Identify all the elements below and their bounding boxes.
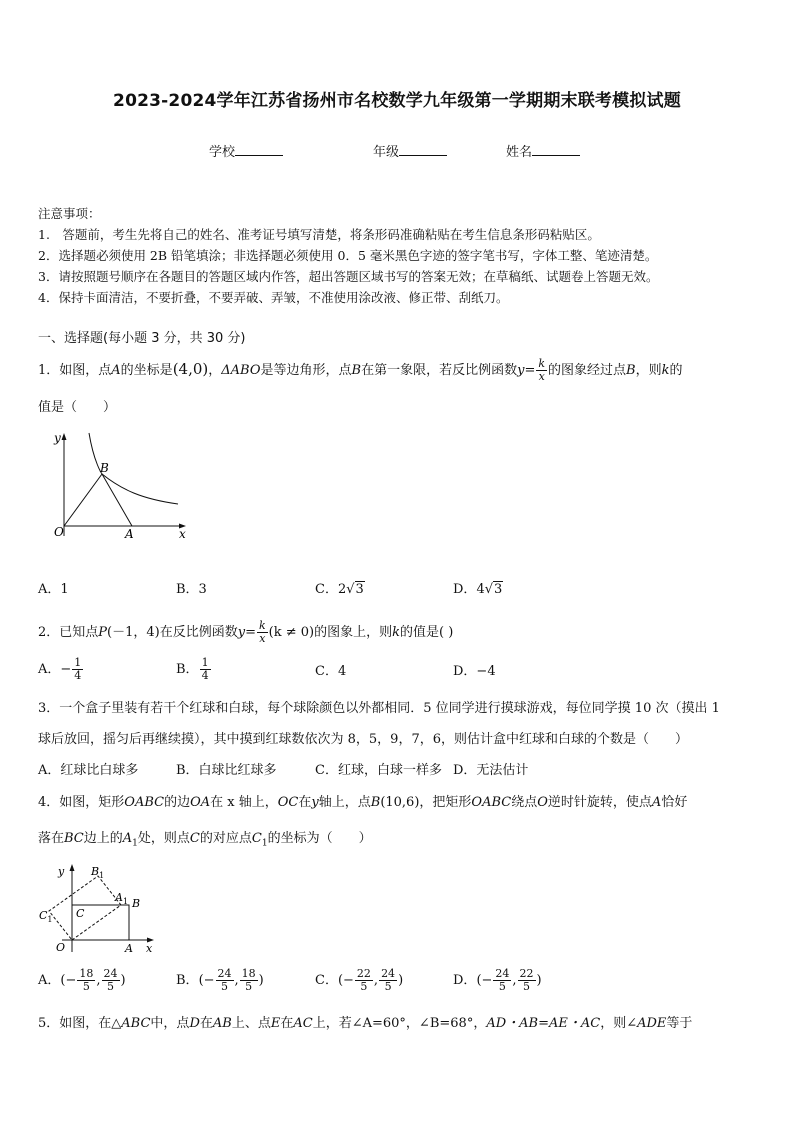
school-field [209,141,283,160]
fraction-k-over-x: $\frac{k}{x}$ [258,619,266,645]
question-2-line-1: 2．已知点P(－1，4)在反比例函数y= $\frac{k}{x}$ (k ≠ 0)的图象上，则k的值是( ) [38,619,454,645]
q4-option-c[interactable]: C．(− $\frac{22}{5}$ , $\frac{24}{5}$ ) [315,967,404,993]
graph-label-b: B [132,897,141,910]
q1-option-c[interactable]: C．2√3 [315,582,364,597]
question-3-line-1: 3．一个盒子里装有若干个红球和白球，每个球除颜色以外都相同．5 位同学进行摸球游戏，每位同学摸 10 次（摸出 1 [38,701,720,716]
question-4-line-1: 4．如图，矩形OABC的边OA在 x 轴上，OC在y轴上，点B(10,6)，把矩形OABC绕点O逆时针旋转，使点A恰好 [38,795,688,810]
graph-label-b1: $B_1$ [91,865,105,880]
question-1-line-1: 1．如图，点A的坐标是(4,0)，ΔABO是等边角形，点B在第一象限，若反比例函数y= $\frac{k}{x}$ 的图象经过点B，则k的 [38,357,683,383]
question-4-graph [36,860,161,955]
name-field [506,141,580,160]
q2-option-d[interactable]: D．−4 [453,664,496,679]
q3-option-d[interactable]: D．无法估计 [453,763,529,778]
q1-option-b[interactable]: B．3 [176,582,207,597]
graph-label-o: O [56,941,66,954]
graph-label-a: A [125,942,133,955]
question-5-line-1: 5．如图，在△ABC中，点D在AB上、点E在AC上，若∠A=60°，∠B=68°，AD・AB=AE・AC，则∠ADE等于 [38,1016,693,1031]
school-blank [235,143,283,156]
q3-option-a[interactable]: A．红球比白球多 [38,763,139,778]
q4-option-a[interactable]: A．(− $\frac{18}{5}$ , $\frac{24}{5}$ ) [38,967,126,993]
question-1-graph [42,430,197,545]
q2-option-b[interactable]: B． $\frac{1}{4}$ [176,656,209,682]
q3-option-b[interactable]: B．白球比红球多 [176,763,277,778]
graph-label-a1: $A_1$ [115,891,129,906]
note-item: 3．请按照题号顺序在各题目的答题区域内作答，超出答题区域书写的答案无效；在草稿纸、试题卷上答题无效。 [38,269,659,284]
grade-field [373,141,447,160]
name-blank [532,143,580,156]
q1-option-a[interactable]: A．1 [38,582,69,597]
graph-label-c1: $C_1$ [39,909,53,924]
note-item: 4．保持卡面清洁，不要折叠，不要弄破、弄皱，不准使用涂改液、修正带、刮纸刀。 [38,290,509,305]
school-label: 学校 [209,145,236,160]
q3-option-c[interactable]: C．红球，白球一样多 [315,763,442,778]
notes-heading: 注意事项： [38,206,101,221]
graph-label-a: A [125,527,134,541]
q2-option-a[interactable]: A．− $\frac{1}{4}$ [38,656,82,682]
note-item: 1. 答题前，考生先将自己的姓名、准考证号填写清楚，将条形码准确粘贴在考生信息条形码粘贴区。 [38,227,600,242]
q4-option-b[interactable]: B．(− $\frac{24}{5}$ , $\frac{18}{5}$ ) [176,967,264,993]
graph-label-y: y [54,431,61,445]
q1-option-d[interactable]: D．4√3 [453,582,503,597]
graph-label-o: O [54,525,64,539]
grade-blank [399,143,447,156]
graph-label-c: C [76,907,85,920]
question-1-line-2: 值是（ ） [38,400,117,415]
note-item: 2．选择题必须使用 2B 铅笔填涂；非选择题必须使用 0．5 毫米黑色字迹的签字笔书写，字体工整、笔迹清楚。 [38,248,658,263]
name-label: 姓名 [506,145,533,160]
q4-option-d[interactable]: D．(− $\frac{24}{5}$ , $\frac{22}{5}$ ) [453,967,542,993]
notes-block [38,203,658,308]
page-title: 2023-2024学年江苏省扬州市名校数学九年级第一学期期末联考模拟试题 [113,91,681,111]
graph-label-x: x [179,527,186,541]
graph-label-b: B [100,461,109,475]
question-3-line-2: 球后放回，摇匀后再继续摸），其中摸到红球数依次为 8，5，9，7，6，则估计盒中红球和白球的个数是（ ） [38,732,688,747]
q2-option-c[interactable]: C．4 [315,664,347,679]
question-4-line-2: 落在BC边上的$A_1$处，则点C的对应点$C_1$的坐标为（ ） [38,831,372,849]
graph-label-x: x [146,942,153,955]
fraction-k-over-x: $\frac{k}{x}$ [538,357,546,383]
graph-label-y: y [58,865,65,878]
grade-label: 年级 [373,145,400,160]
section-heading: 一、选择题(每小题 3 分，共 30 分) [38,331,246,346]
